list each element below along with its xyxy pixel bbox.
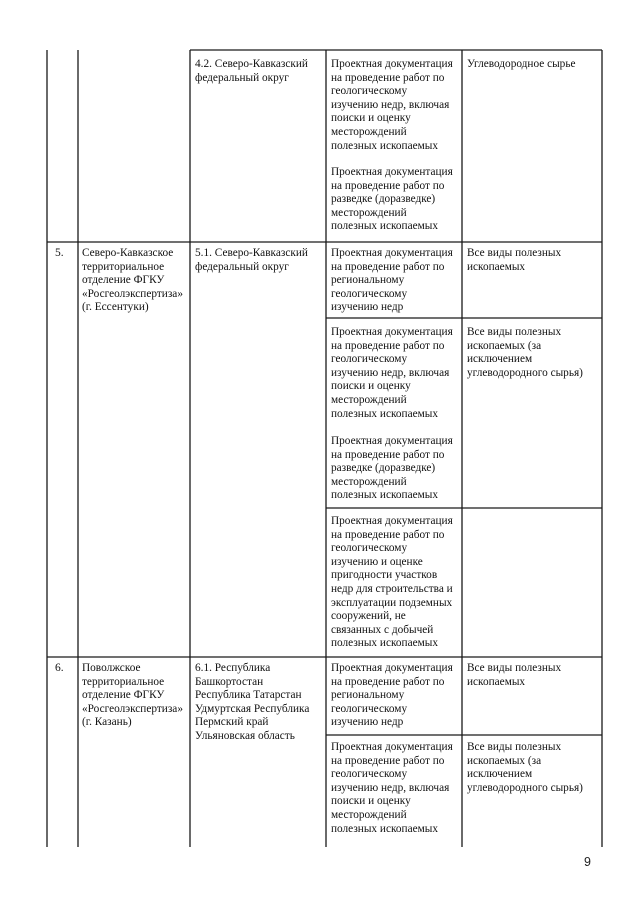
document-type-cell: Проектная документация на проведение работ по геологическому изучению и оценке пригодности участков недр для строительства и эксплуатации подземных сооружений, не связанных с добычей полезных ископаемых	[331, 515, 453, 650]
document-type-cell: Проектная документация на проведение работ по геологическому изучению недр, включая поиски и оценку месторождений полезных ископаемых	[331, 326, 453, 420]
document-type-cell: Проектная документация на проведение работ по разведке (доразведке) месторождений полезных ископаемых	[331, 166, 453, 233]
row-number: 6.	[55, 662, 64, 674]
minerals-cell: Все виды полезных ископаемых (за исключением углеводородного сырья)	[467, 741, 583, 794]
document-type-cell: Проектная документация на проведение работ по геологическому изучению недр, включая поиски и оценку месторождений полезных ископаемых	[331, 741, 453, 835]
minerals-cell: Все виды полезных ископаемых	[467, 662, 562, 688]
page-number: 9	[584, 855, 591, 869]
document-type-cell: Проектная документация на проведение работ по региональному геологическому изучению недр	[331, 662, 453, 729]
department-cell: Северо-Кавказское территориальное отделение ФГКУ «Росгеолэкспертиза» (г. Ессентуки)	[82, 247, 183, 314]
region-cell: 4.2. Северо-Кавказский федеральный округ	[195, 58, 308, 84]
department-cell: Поволжское территориальное отделение ФГКУ «Росгеолэкспертиза» (г. Казань)	[82, 662, 183, 729]
document-type-cell: Проектная документация на проведение работ по разведке (доразведке) месторождений полезных ископаемых	[331, 435, 453, 502]
minerals-cell: Углеводородное сырье	[467, 58, 576, 70]
minerals-cell: Все виды полезных ископаемых (за исключением углеводородного сырья)	[467, 326, 583, 379]
document-type-cell: Проектная документация на проведение работ по региональному геологическому изучению недр	[331, 247, 453, 314]
minerals-cell: Все виды полезных ископаемых	[467, 247, 562, 273]
region-cell: 5.1. Северо-Кавказский федеральный округ	[195, 247, 308, 273]
region-cell: 6.1. Республика Башкортостан Республика Татарстан Удмуртская Республика Пермский край Ульяновская область	[195, 662, 310, 742]
document-type-cell: Проектная документация на проведение работ по геологическому изучению недр, включая поиски и оценку месторождений полезных ископаемых	[331, 58, 453, 152]
row-number: 5.	[55, 247, 64, 259]
